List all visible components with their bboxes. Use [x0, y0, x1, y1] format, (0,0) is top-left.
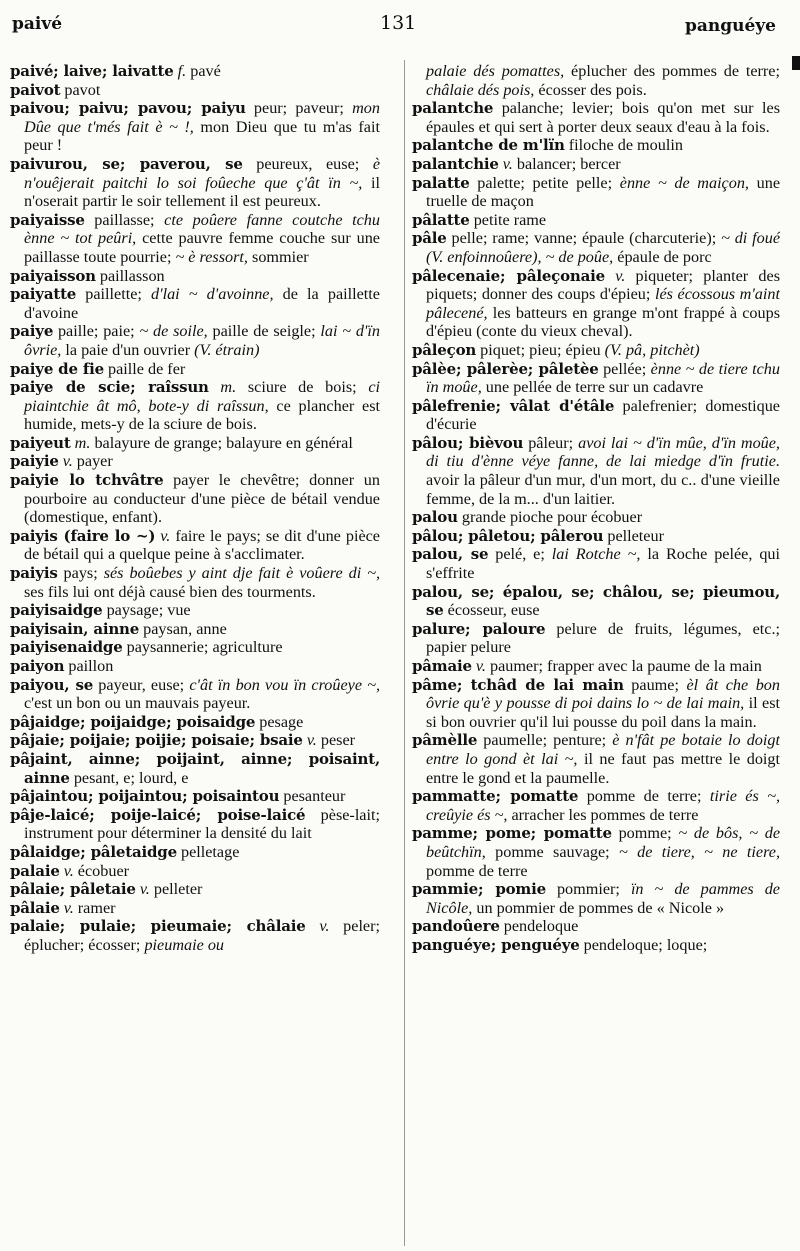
translation-text: il ne faut pas mettre le doigt entre le gond et la paumelle.	[426, 749, 780, 787]
entry-headword: pâlefrenie; vâlat d'étâle	[412, 396, 615, 415]
dictionary-entry	[10, 434, 380, 453]
dictionary-entry	[10, 564, 380, 601]
translation-text: peler; éplucher; écosser;	[24, 917, 380, 954]
dictionary-entry	[10, 657, 380, 676]
dictionary-entry	[412, 136, 780, 155]
entry-headword: paiyatte	[10, 285, 77, 304]
entry-headword: paiye de fie	[10, 359, 104, 378]
translation-text: paysan, anne	[139, 619, 227, 638]
entry-headword: paivou; paivu; pavou; paiyu	[10, 99, 246, 118]
translation-text: pellée;	[598, 359, 651, 378]
entry-headword: palantche	[412, 99, 494, 118]
entry-headword: pâleçon	[412, 340, 477, 359]
example-text: sés boûebes y aint dje fait è voûere di ~,	[103, 564, 380, 583]
translation-text: un pommier de pommes de « Nicole »	[472, 898, 725, 917]
dictionary-entry	[10, 750, 380, 787]
example-text: lai Rotche ~,	[551, 545, 641, 564]
dictionary-entry	[412, 62, 780, 99]
translation-text: pesant, e; lourd, e	[69, 768, 189, 787]
translation-text: piquet; pieu; épieu	[476, 340, 605, 359]
dictionary-entry	[412, 787, 780, 824]
translation-text: palanche; levier; bois qu'on met sur les épaules et qui sert à porter deux seaux d'eau à la fois.	[426, 99, 780, 136]
entry-headword: paiyeut	[10, 433, 71, 452]
dictionary-entry	[10, 527, 380, 564]
entry-headword: palantche de m'lïn	[412, 136, 565, 155]
entry-headword: pamme; pome; pomatte	[412, 824, 612, 843]
translation-text: peur; paveur;	[245, 99, 353, 118]
translation-text: ramer	[73, 898, 116, 917]
example-text: è n'ouêjerait paitchi lo soi foûeche que ç'ât ïn ~,	[24, 154, 380, 192]
translation-text: sommier	[247, 247, 309, 266]
dictionary-entry	[412, 211, 780, 230]
translation-text: pelle; rame; vanne; épaule (charcuterie);	[446, 229, 722, 248]
translation-text: pelletage	[176, 842, 240, 861]
left-column	[10, 62, 380, 1248]
example-text: ~ è ressort,	[175, 247, 248, 266]
grammar-tag: v.	[155, 526, 171, 545]
dictionary-entry	[10, 787, 380, 806]
example-text: ci piaintchie ât mô, bote-y di raîssun,	[24, 378, 380, 415]
grammar-tag: v.	[135, 880, 150, 899]
entry-headword: paiyaisson	[10, 266, 96, 285]
entry-headword: paiyou, se	[10, 675, 94, 694]
translation-text: pomme sauvage;	[485, 842, 620, 861]
dictionary-entry	[10, 81, 380, 100]
translation-text: arracher les pommes de terre	[507, 805, 699, 824]
translation-text: pelure de fruits, légumes, etc.; papier pelure	[426, 619, 780, 657]
dictionary-entry	[412, 99, 780, 136]
dictionary-entry	[412, 267, 780, 341]
dictionary-entry	[412, 880, 780, 917]
entry-headword: paiyisain, ainne	[10, 619, 140, 638]
entry-headword: palou	[412, 508, 458, 527]
translation-text: pendeloque; loque;	[579, 935, 708, 954]
translation-text: paume;	[623, 675, 687, 694]
grammar-tag: v.	[59, 898, 74, 917]
example-text: mon Dûe que t'més fait è ~ !,	[24, 99, 380, 136]
dictionary-entry	[412, 397, 780, 434]
example-text: d'lai ~ d'avoinne,	[151, 285, 274, 304]
entry-headword: palure; paloure	[412, 619, 546, 638]
translation-text: pavé	[186, 62, 221, 80]
entry-headword: pâjaint, ainne; poijaint, ainne; poisaint, ainne	[10, 749, 380, 787]
dictionary-entry	[412, 731, 780, 787]
entry-headword: pâlèe; pâlerèe; pâletèe	[412, 359, 599, 378]
translation-text: c'est un bon ou un mauvais payeur.	[24, 694, 251, 713]
dictionary-entry	[10, 862, 380, 881]
dictionary-entry	[10, 99, 380, 155]
translation-text: épaule de porc	[613, 247, 712, 266]
grammar-tag: m.	[70, 433, 91, 452]
example-text: ~ de soile,	[139, 322, 208, 341]
translation-text: la paie d'un ouvrier	[61, 340, 195, 359]
translation-text: pâleur;	[523, 433, 579, 452]
entry-headword: paiyaisse	[10, 210, 85, 229]
translation-text: il est si bon ouvrier qu'il lui pousse du poil dans la main.	[426, 694, 780, 731]
dictionary-entry	[10, 917, 380, 954]
grammar-tag: v.	[58, 452, 73, 471]
example-text: ~ de bôs, ~ de beûtchïn,	[426, 824, 780, 861]
entry-headword: paiyis (faire lo ~)	[10, 526, 156, 545]
grammar-tag: v.	[59, 861, 74, 880]
entry-headword: pâje-laicé; poije-laicé; poise-laicé	[10, 805, 306, 824]
translation-text: petite rame	[469, 210, 547, 229]
example-text: ènne ~ de maiçon,	[619, 173, 749, 192]
translation-text: paysannerie; agriculture	[122, 638, 283, 657]
dictionary-entry	[10, 806, 380, 843]
translation-text: peureux, euse;	[242, 154, 373, 173]
example-text: pieumaie ou	[144, 935, 225, 954]
translation-text: pesanteur	[279, 787, 346, 806]
translation-text: de la paillette d'avoine	[24, 285, 380, 322]
dictionary-entry	[412, 434, 780, 508]
translation-text: une pellée de terre sur un cadavre	[481, 378, 704, 397]
entry-headword: palou, se; épalou, se; châlou, se; pieumou, se	[412, 582, 780, 620]
entry-headword: paiyisenaidge	[10, 638, 123, 657]
dictionary-entry	[10, 676, 380, 713]
translation-text: paillasse;	[84, 210, 165, 229]
entry-headword: palaie	[10, 861, 60, 880]
guide-word-left: paivé	[12, 14, 63, 34]
grammar-tag: v.	[498, 154, 513, 173]
example-text: c'ât ïn bon vou ïn croûeye ~,	[189, 675, 380, 694]
entry-headword: paivot	[10, 80, 61, 99]
dictionary-entry	[412, 174, 780, 211]
dictionary-entry	[10, 638, 380, 657]
entry-headword: pâlaie	[10, 898, 60, 917]
entry-headword: palou, se	[412, 545, 489, 564]
dictionary-entry	[10, 731, 380, 750]
example-text: lai ~ d'ïn ôvrie,	[24, 322, 380, 359]
dictionary-entry	[10, 211, 380, 267]
dictionary-entry	[10, 899, 380, 918]
example-text: ènne ~ de tiere tchu ïn moûe,	[426, 359, 780, 397]
entry-headword: panguéye; penguéye	[412, 935, 580, 954]
example-text: (V. pâ, pitchèt)	[604, 340, 700, 359]
page-number: 131	[380, 12, 417, 34]
translation-text: paillasson	[95, 266, 165, 285]
translation-text: pelleteur	[603, 526, 664, 545]
column-divider	[404, 60, 405, 1246]
translation-text: sciure de bois;	[236, 378, 369, 397]
example-text: (V. étrain)	[194, 340, 260, 359]
translation-text: grande pioche pour écobuer	[457, 508, 643, 527]
example-text: châlaie dés pois,	[426, 80, 535, 99]
page-header	[0, 0, 800, 44]
translation-text: pelé, e;	[488, 545, 552, 564]
translation-text: il n'oserait partir le soir tellement il est peureux.	[24, 173, 380, 211]
entry-headword: pâlaidge; pâletaidge	[10, 842, 177, 861]
translation-text: pelleter	[149, 880, 203, 899]
guide-word-right: panguéye	[684, 16, 776, 36]
translation-text: paillon	[64, 657, 114, 675]
dictionary-entry	[10, 452, 380, 471]
translation-text: les batteurs en grange m'ont frappé à coups d'épieu (conte du vieux cheval).	[426, 303, 780, 341]
entry-headword: pâlou; bièvou	[412, 433, 524, 452]
dictionary-entry	[10, 267, 380, 286]
entry-headword: pâlecenaie; pâleçonaie	[412, 266, 605, 285]
translation-text: balancer; bercer	[512, 154, 621, 173]
entry-headword: pandoûere	[412, 917, 500, 936]
translation-text: palefrenier; domestique d'écurie	[426, 396, 780, 434]
entry-headword: pâlatte	[412, 210, 470, 229]
translation-text: paillette;	[76, 285, 152, 304]
translation-text: pesage	[255, 712, 304, 731]
dictionary-entry	[412, 508, 780, 527]
edge-mark	[792, 56, 800, 70]
dictionary-entry	[10, 880, 380, 899]
translation-text: pomme de terre;	[578, 787, 710, 806]
grammar-tag: f.	[173, 62, 187, 80]
dictionary-entry	[10, 843, 380, 862]
entry-headword: pammie; pomie	[412, 880, 546, 899]
example-text: palaie dés pomattes,	[426, 62, 565, 80]
entry-headword: pâjaidge; poijaidge; poisaidge	[10, 712, 256, 731]
right-column	[412, 62, 780, 1248]
translation-text: pomme;	[611, 824, 679, 843]
entry-headword: paiyon	[10, 657, 65, 675]
entry-headword: paiyie	[10, 452, 59, 471]
translation-text: écobuer	[73, 861, 130, 880]
translation-text: la Roche pelée, qui s'effrite	[426, 545, 780, 583]
entry-headword: palaie; pulaie; pieumaie; châlaie	[10, 917, 306, 936]
translation-text: piqueter; planter des piquets; donner des coups d'épieu;	[426, 266, 780, 304]
translation-text: peser	[316, 731, 356, 750]
entry-headword: paiyis	[10, 564, 58, 583]
dictionary-entry	[412, 229, 780, 266]
grammar-tag: v.	[471, 657, 486, 675]
translation-text: mon Dieu que tu m'as fait peur !	[24, 117, 380, 155]
translation-text: avoir la pâleur d'un mur, d'un mort, du c.. d'une vieille femme, de la m... d'un laitier.	[426, 471, 780, 508]
translation-text: pommier;	[545, 880, 631, 899]
entry-headword: palatte	[412, 173, 470, 192]
dictionary-entry	[10, 471, 380, 527]
translation-text: payeur, euse;	[93, 675, 190, 694]
translation-text: cette pauvre femme couche sur une paillasse toute pourrie;	[24, 229, 380, 266]
dictionary-entry	[412, 341, 780, 360]
entry-headword: palantchie	[412, 154, 499, 173]
example-text: èl ât che bon ôvrie qu'è y pousse di poi dains lo ~ de lai main,	[426, 675, 780, 713]
translation-text: pendeloque	[499, 917, 579, 936]
dictionary-entry	[10, 360, 380, 379]
dictionary-entry	[10, 62, 380, 81]
dictionary-entry	[412, 657, 780, 676]
dictionary-entry	[412, 917, 780, 936]
dictionary-entry	[412, 360, 780, 397]
entry-headword: pâmèlle	[412, 731, 478, 750]
translation-text: paille de seigle;	[207, 322, 321, 341]
entry-headword: paiyisaidge	[10, 601, 103, 620]
translation-text: ses fils lui ont déjà causé bien des tourments.	[24, 582, 316, 601]
example-text: ~ de tiere, ~ ne tiere,	[619, 842, 780, 861]
dictionary-entry	[412, 583, 780, 620]
translation-text: éplucher des pommes de terre;	[564, 62, 780, 80]
grammar-tag: v.	[302, 731, 317, 750]
translation-text: écosseur, euse	[443, 601, 540, 620]
translation-text: pomme de terre	[426, 861, 528, 880]
translation-text: faire le pays; se dit d'une pièce de bétail qui a quelque peine à s'acclimater.	[24, 526, 380, 564]
translation-text: paysage; vue	[102, 601, 191, 620]
grammar-tag: v.	[305, 917, 330, 936]
dictionary-entry	[10, 620, 380, 639]
entry-headword: pâjaie; poijaie; poijie; poisaie; bsaie	[10, 731, 303, 750]
translation-text: pays;	[57, 564, 104, 583]
dictionary-entry	[412, 527, 780, 546]
example-text: ~ di foué (V. enfoinnoûere), ~ de poûe,	[426, 229, 780, 266]
example-text: ïn ~ de pammes de Nicôle,	[426, 880, 780, 917]
translation-text: ce plancher est humide, mets-y de la sciure de bois.	[24, 396, 380, 434]
dictionary-entry	[10, 713, 380, 732]
entry-headword: pâlaie; pâletaie	[10, 880, 136, 899]
dictionary-entry	[412, 620, 780, 657]
entry-headword: paiye	[10, 322, 54, 341]
dictionary-entry	[10, 601, 380, 620]
dictionary-entry	[412, 545, 780, 582]
grammar-tag: m.	[208, 378, 237, 397]
example-text: tirie és ~, creûyie és ~,	[426, 787, 780, 824]
translation-text: balayure de grange; balayure en général	[90, 433, 353, 452]
translation-text: paumelle; penture;	[477, 731, 613, 750]
translation-text: payer le chevêtre; donner un pourboire au conducteur d'une pièce de bétail vendue (domestique, enfant).	[24, 471, 380, 527]
translation-text: paille de fer	[103, 359, 186, 378]
entry-headword: pâlou; pâletou; pâlerou	[412, 526, 604, 545]
entry-headword: paiye de scie; raîssun	[10, 378, 209, 397]
example-text: cte poûere fanne coutche tchu ènne ~ tot peûri,	[24, 210, 380, 248]
example-text: lés écossous m'aint pâlecené,	[426, 285, 780, 322]
entry-headword: pammatte; pomatte	[412, 787, 579, 806]
translation-text: pavot	[60, 80, 101, 99]
dictionary-entry	[412, 676, 780, 732]
entry-headword: pâle	[412, 229, 447, 248]
example-text: avoi lai ~ d'ïn mûe, d'ïn moûe, di tiu d'ènne véye fanne, de lai miedge d'ïn frutie.	[426, 433, 780, 471]
translation-text: écosser des pois.	[534, 80, 647, 99]
translation-text: palette; petite pelle;	[469, 173, 620, 192]
dictionary-entry	[10, 155, 380, 211]
dictionary-entry	[412, 936, 780, 955]
entry-headword: pâme; tchâd de lai main	[412, 675, 624, 694]
translation-text: filoche de moulin	[564, 136, 683, 155]
entry-headword: pâjaintou; poijaintou; poisaintou	[10, 787, 280, 806]
entry-headword: paiyie lo tchvâtre	[10, 471, 164, 490]
dictionary-entry	[10, 322, 380, 359]
entry-headword: paivurou, se; paverou, se	[10, 154, 243, 173]
dictionary-entry	[10, 285, 380, 322]
dictionary-entry	[412, 155, 780, 174]
translation-text: paille; paie;	[53, 322, 140, 341]
entry-headword: pâmaie	[412, 657, 472, 675]
translation-text: une truelle de maçon	[426, 173, 780, 211]
translation-text: pèse-lait; instrument pour déterminer la densité du lait	[24, 805, 380, 843]
entry-headword: paivé; laive; laivatte	[10, 62, 174, 80]
dictionary-entry	[412, 824, 780, 880]
translation-text: payer	[72, 452, 113, 471]
translation-text: paumer; frapper avec la paume de la main	[485, 657, 762, 675]
example-text: è n'fât pe botaie lo doigt entre lo gond èt lai ~,	[426, 731, 780, 768]
grammar-tag: v.	[605, 266, 626, 285]
dictionary-entry	[10, 378, 380, 434]
